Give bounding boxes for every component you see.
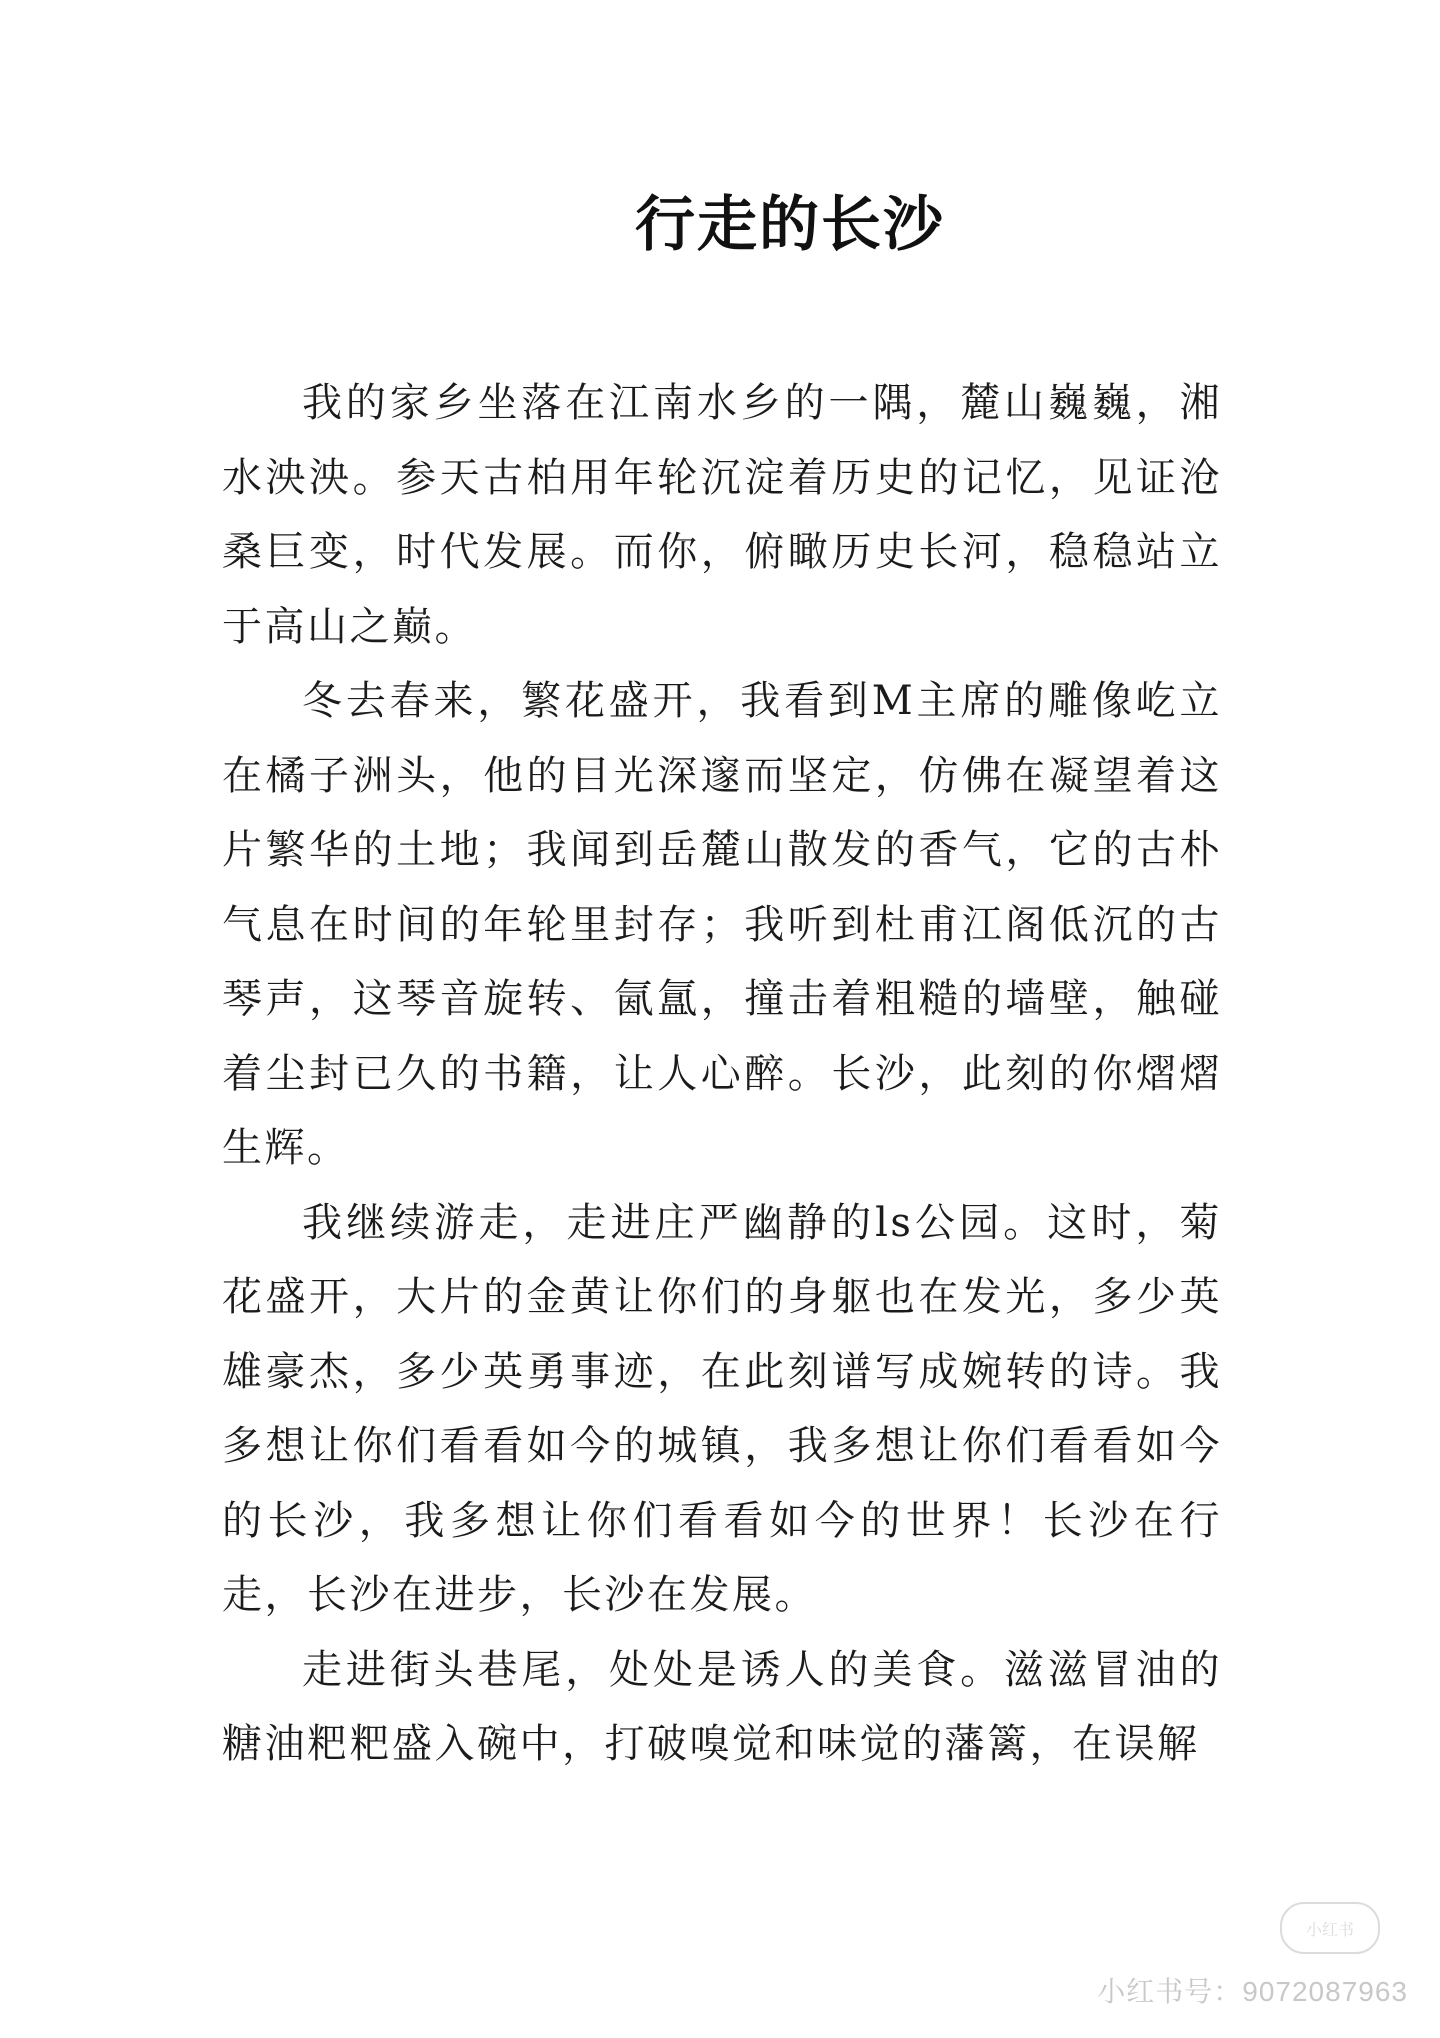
document-body — [222, 366, 1222, 1782]
paragraph-4: 走进街头巷尾，处处是诱人的美食。滋滋冒油的糖油粑粑盛入碗中，打破嗅觉和味觉的藩篱，在误解 — [222, 1646, 1222, 1767]
paragraph-2: 冬去春来，繁花盛开，我看到M主席的雕像屹立在橘子洲头，他的目光深邃而坚定，仿佛在凝望着这片繁华的土地；我闻到岳麓山散发的香气，它的古朴气息在时间的年轮里封存；我听到杜甫江阁低沉的古琴声，这琴音旋转、氤氲，撞击着粗糙的墙壁，触碰着尘封已久的书籍，让人心醉。长沙，此刻的你熠熠生辉。 — [222, 678, 1222, 1171]
paragraph-3: 我继续游走，走进庄严幽静的ls公园。这时，菊花盛开，大片的金黄让你们的身躯也在发光，多少英雄豪杰，多少英勇事迹，在此刻谱写成婉转的诗。我多想让你们看看如今的城镇，我多想让你们看看如今的长沙，我多想让你们看看如今的世界！长沙在行走，长沙在进步，长沙在发展。 — [222, 1199, 1222, 1618]
document-title: 行走的长沙 — [635, 190, 945, 260]
paragraph-1: 我的家乡坐落在江南水乡的一隅，麓山巍巍，湘水泱泱。参天古柏用年轮沉淀着历史的记忆，见证沧桑巨变，时代发展。而你，俯瞰历史长河，稳稳站立于高山之巅。 — [222, 380, 1222, 650]
watermark-logo: 小红书 — [1280, 1902, 1380, 1954]
watermark — [1097, 1970, 1408, 2010]
watermark-label: 小红书号：9072087963 — [1097, 1976, 1408, 2007]
